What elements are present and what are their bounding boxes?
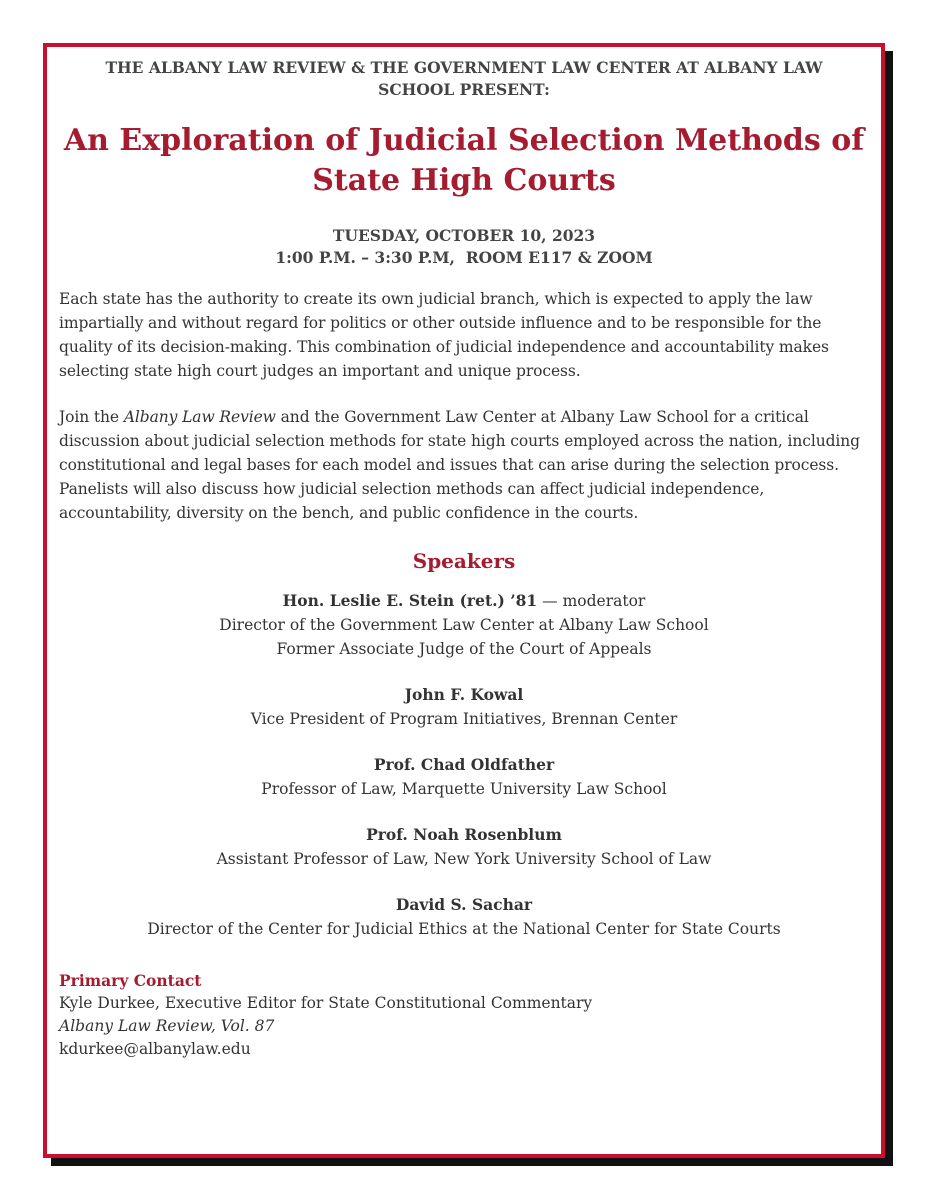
flyer-content (59, 57, 869, 1061)
contact-publication: Albany Law Review, Vol. 87 (59, 1017, 275, 1035)
speaker-name: Prof. Noah Rosenblum (366, 825, 562, 844)
speaker-rosenblum (59, 823, 869, 871)
description-paragraph-2 (59, 405, 869, 525)
speaker-title-line: Director of the Government Law Center at Albany Law School (219, 616, 709, 634)
date-time-block (59, 225, 869, 269)
primary-contact (59, 969, 869, 1061)
speakers-list (59, 589, 869, 941)
speaker-name: John F. Kowal (404, 685, 524, 704)
paragraph-2-rest: and the Government Law Center at Albany Law School for a critical discussion about judicial selection methods for state high courts employed across the nation, including constitutional and legal bases for each model and issues that can arise during the selection process. Panelists will also discuss how judicial selection methods can affect judicial independence, accountability, diversity on the bench, and public confidence in the courts. (59, 408, 860, 522)
speaker-title-line: Former Associate Judge of the Court of Appeals (276, 640, 652, 658)
speaker-kowal (59, 683, 869, 731)
event-flyer (43, 43, 885, 1158)
speaker-sachar (59, 893, 869, 941)
presenters-line: THE ALBANY LAW REVIEW & THE GOVERNMENT LAW CENTER AT ALBANY LAW SCHOOL PRESENT: (105, 58, 823, 99)
speaker-title-line: Vice President of Program Initiatives, Brennan Center (250, 710, 678, 728)
speaker-name: David S. Sachar (395, 895, 533, 914)
event-title: An Exploration of Judicial Selection Methods of State High Courts (63, 123, 865, 198)
speaker-oldfather (59, 753, 869, 801)
paragraph-2-publication: Albany Law Review (123, 408, 276, 426)
speaker-name: Prof. Chad Oldfather (373, 755, 555, 774)
paragraph-2-intro: Join the (59, 408, 124, 426)
contact-email[interactable]: kdurkee@albanylaw.edu (59, 1040, 251, 1058)
contact-label: Primary Contact (59, 971, 202, 990)
contact-name-title: Kyle Durkee, Executive Editor for State Constitutional Commentary (59, 994, 593, 1012)
speaker-name: Hon. Leslie E. Stein (ret.) ’81 (282, 591, 538, 610)
event-time-location: 1:00 P.M. – 3:30 P.M, ROOM E117 & ZOOM (275, 248, 653, 267)
description-paragraph-1: Each state has the authority to create its own judicial branch, which is expected to apply the law impartially and without regard for politics or other outside influence and to be responsible for the quality of its decision-making. This combination of judicial independence and accountability makes selecting state high court judges an important and unique process. (59, 290, 829, 380)
speakers-heading: Speakers (412, 549, 516, 573)
speaker-title-line: Professor of Law, Marquette University Law School (261, 780, 667, 798)
event-date: TUESDAY, OCTOBER 10, 2023 (332, 226, 596, 245)
speaker-role-suffix: — moderator (537, 592, 646, 610)
speaker-stein (59, 589, 869, 661)
speaker-title-line: Director of the Center for Judicial Ethics at the National Center for State Courts (147, 920, 781, 938)
speaker-title-line: Assistant Professor of Law, New York University School of Law (216, 850, 712, 868)
